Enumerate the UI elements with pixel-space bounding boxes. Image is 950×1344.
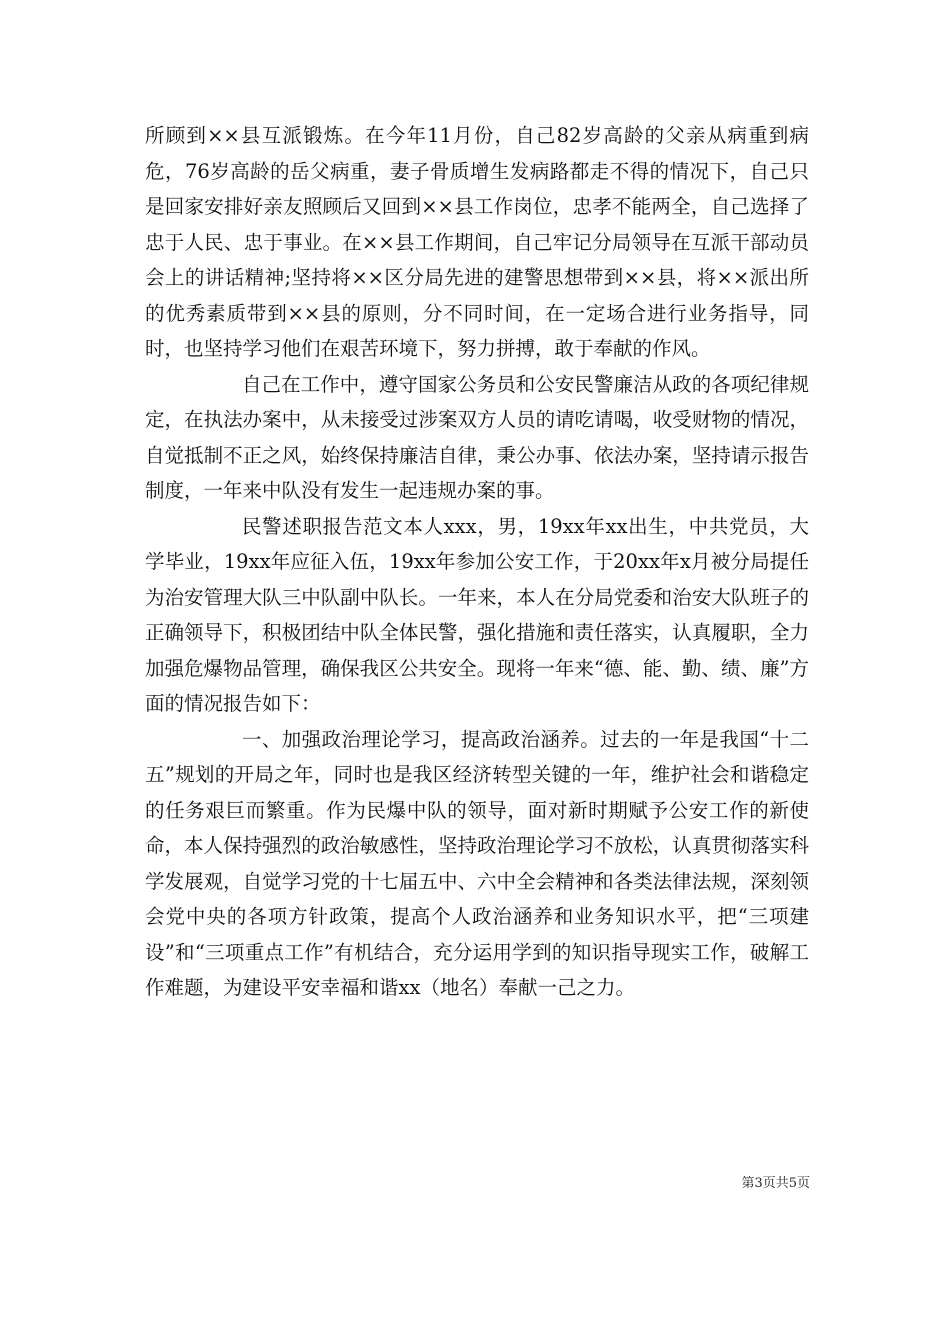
paragraph-integrity: 自己在工作中，遵守国家公务员和公安民警廉洁从政的各项纪律规定，在执法办案中，从未接受过涉案双方人员的请吃请喝，收受财物的情况，自觉抵制不正之风，始终保持廉洁自律，秉公办事、依法办案，坚持请示报告制度，一年来中队没有发生一起违规办案的事。 bbox=[145, 372, 809, 502]
paragraph-section-one: 一、加强政治理论学习，提高政治涵养。过去的一年是我国“十二五”规划的开局之年，同时也是我区经济转型关键的一年，维护社会和谐稳定的任务艰巨而繁重。作为民爆中队的领导，面对新时期赋予公安工作的新使命，本人保持强烈的政治敏感性，坚持政治理论学习不放松，认真贯彻落实科学发展观，自觉学习党的十七届五中、六中全会精神和各类法律法规，深刻领会党中央的各项方针政策，提高个人政治涵养和业务知识水平，把“三项建设”和“三项重点工作”有机结合，充分运用学到的知识指导现实工作，破解工作难题，为建设平安幸福和谐xx（地名）奉献一己之力。 bbox=[145, 727, 809, 999]
document-body bbox=[145, 118, 809, 1006]
paragraph-report-intro: 民警述职报告范文本人xxx，男，19xx年xx出生，中共党员，大学毕业，19xx年应征入伍，19xx年参加公安工作，于20xx年x月被分局提任为治安管理大队三中队副中队长。一年来，本人在分局党委和治安大队班子的正确领导下，积极团结中队全体民警，强化措施和责任落实，认真履职，全力加强危爆物品管理，确保我区公共安全。现将一年来“德、能、勤、绩、廉”方面的情况报告如下： bbox=[145, 514, 809, 715]
paragraph-continuation: 所顾到××县互派锻炼。在今年11月份，自己82岁高龄的父亲从病重到病危，76岁高龄的岳父病重，妻子骨质增生发病路都走不得的情况下，自己只是回家安排好亲友照顾后又回到××县工作岗位，忠孝不能两全，自己选择了忠于人民、忠于事业。在××县工作期间，自己牢记分局领导在互派干部动员会上的讲话精神;坚持将××区分局先进的建警思想带到××县，将××派出所的优秀素质带到××县的原则，分不同时间，在一定场合进行业务指导，同时，也坚持学习他们在艰苦环境下，努力拼搏，敢于奉献的作风。 bbox=[145, 124, 809, 360]
page-number: 第3页共5页 bbox=[741, 1176, 810, 1191]
